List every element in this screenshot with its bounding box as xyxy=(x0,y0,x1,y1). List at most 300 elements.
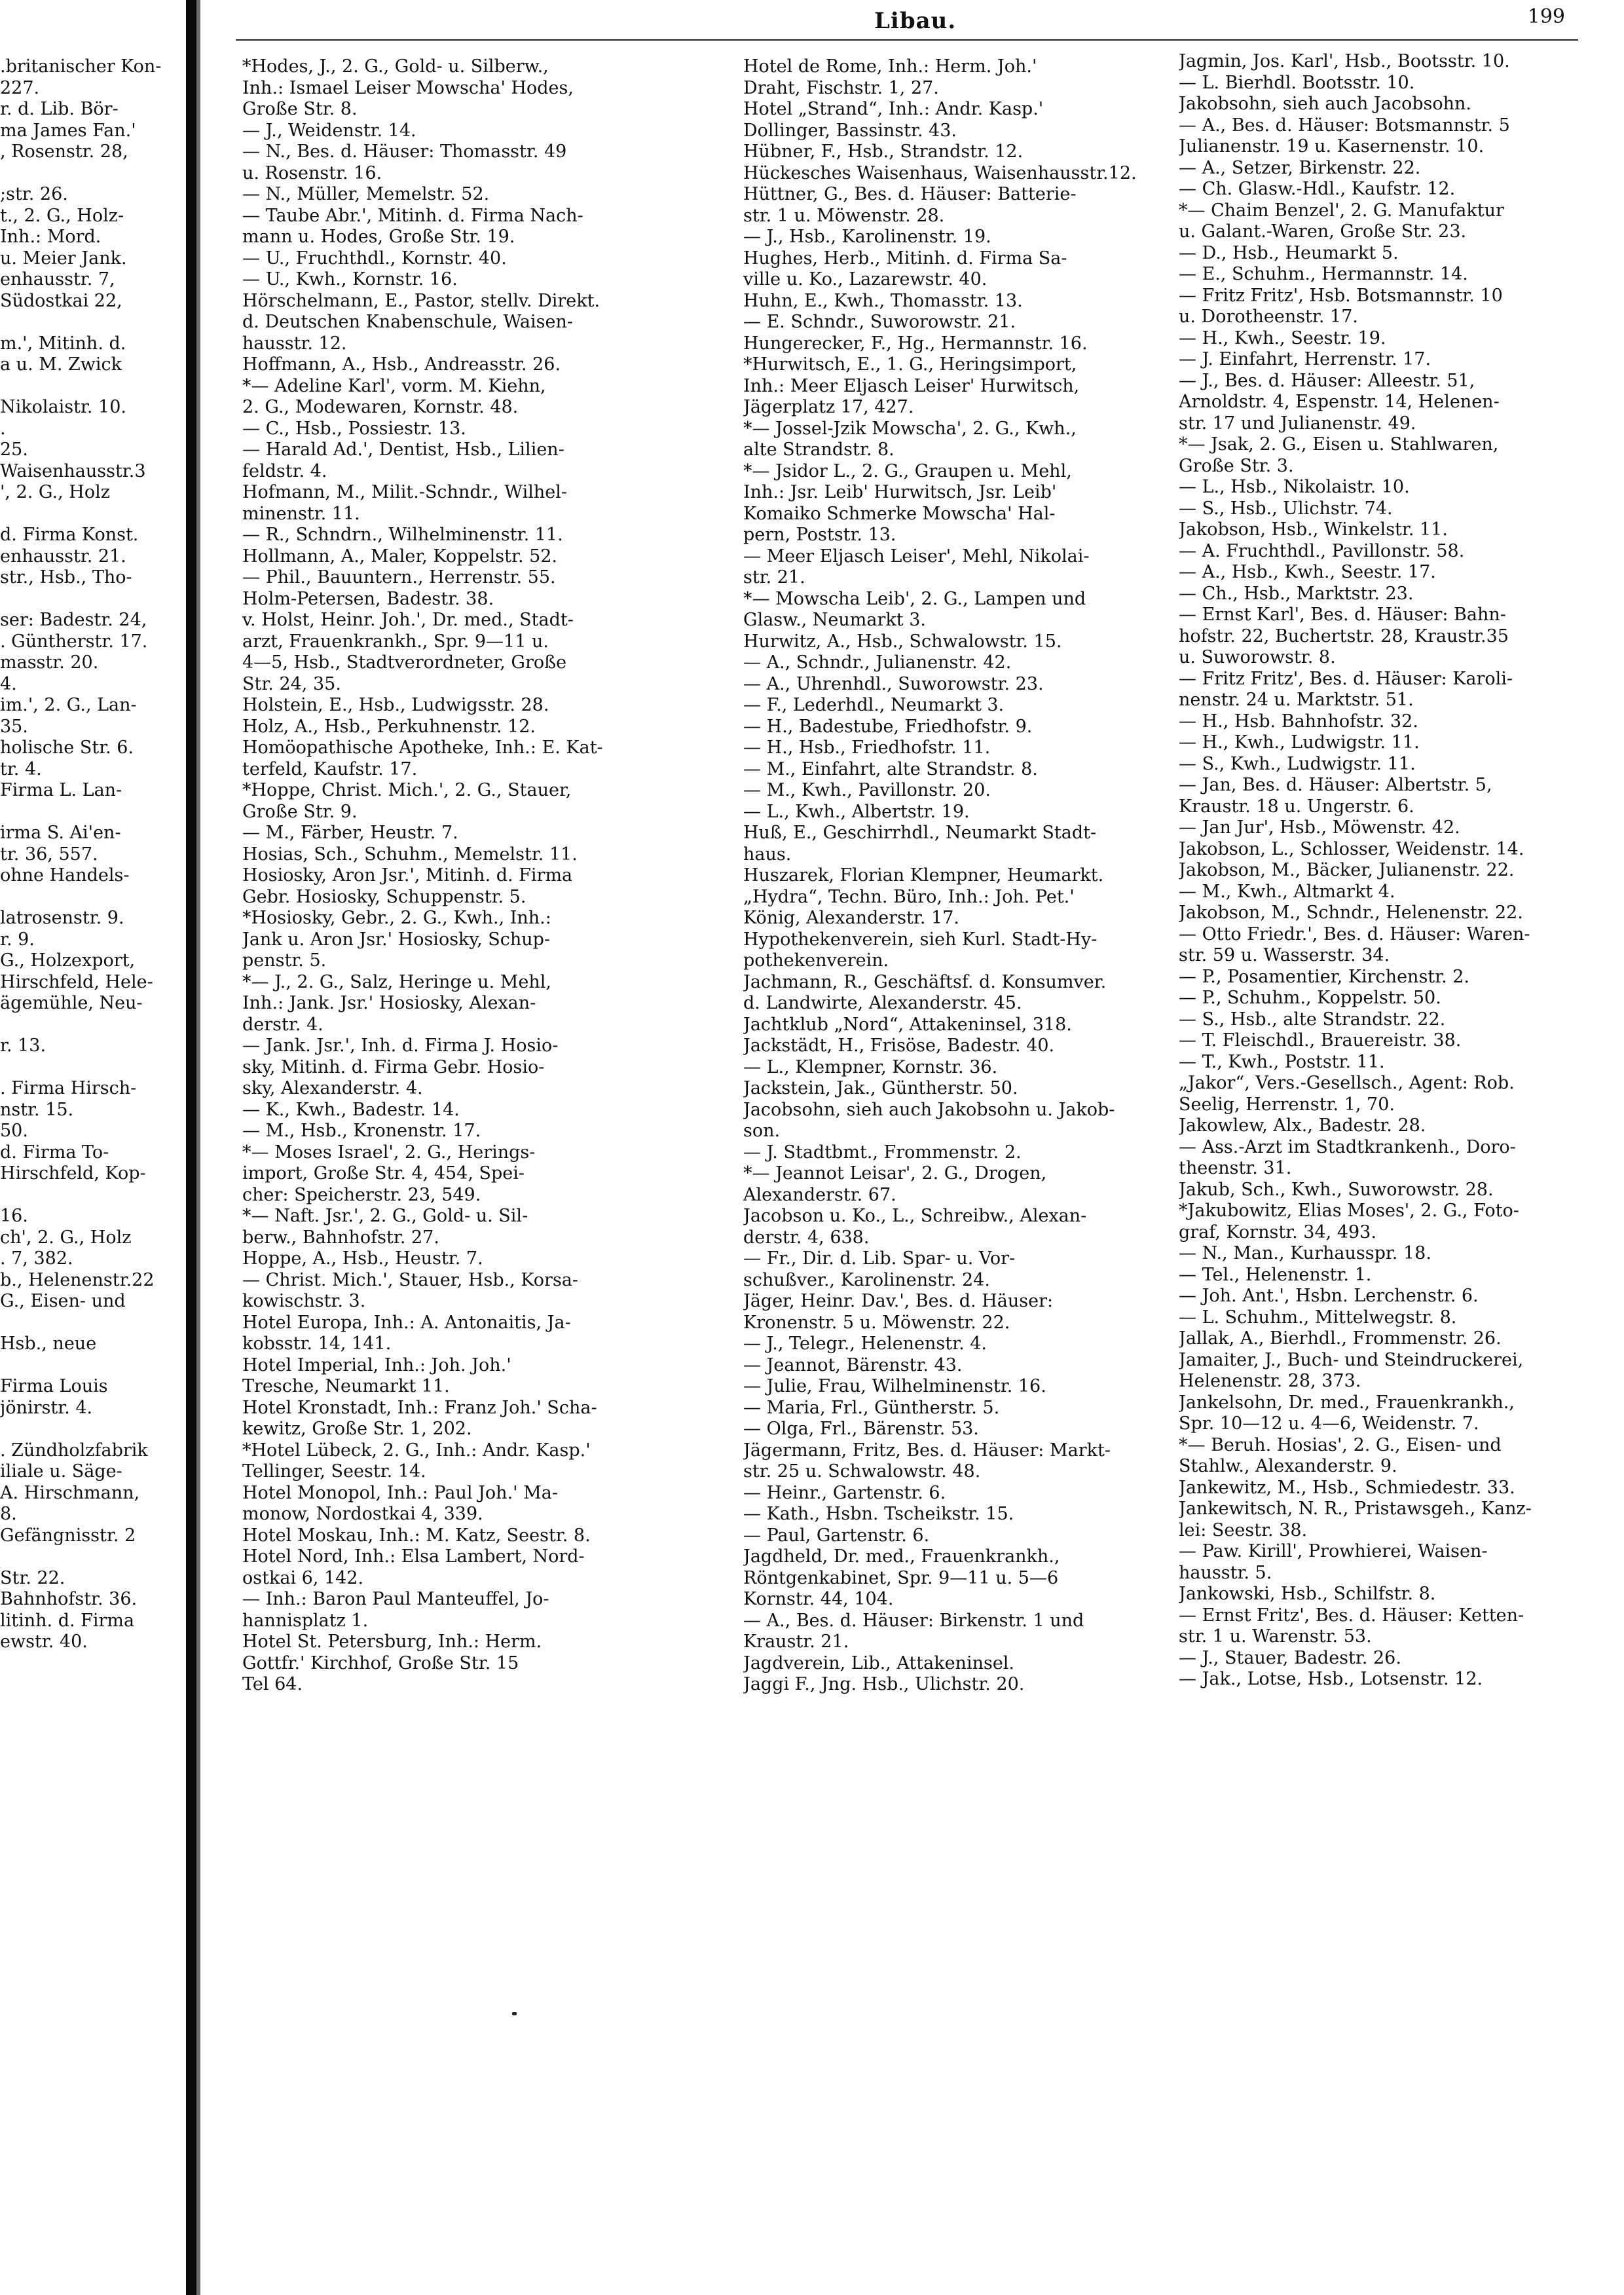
directory-entry-line: — Harald Ad.', Dentist, Hsb., Lilien- xyxy=(242,439,564,460)
directory-entry-line: 16. xyxy=(0,1206,28,1226)
directory-entry-line: — E., Schuhm., Hermannstr. 14. xyxy=(1179,264,1468,284)
directory-entry-line: Jakobson, L., Schlosser, Weidenstr. 14. xyxy=(1179,838,1524,859)
directory-entry-line: Gefängnisstr. 2 xyxy=(0,1525,136,1546)
directory-entry-line: ma James Fan.' xyxy=(0,120,136,141)
directory-entry-line: Jägermann, Fritz, Bes. d. Häuser: Markt- xyxy=(743,1440,1111,1461)
directory-entry-line: iliale u. Säge- xyxy=(0,1461,122,1482)
directory-entry-line: Huß, E., Geschirrhdl., Neumarkt Stadt- xyxy=(743,823,1097,843)
directory-entry-line: Waisenhausstr.3 xyxy=(0,460,146,481)
directory-entry-line xyxy=(0,312,185,333)
directory-entry-line: — Jan Jur', Hsb., Möwenstr. 42. xyxy=(1179,817,1460,838)
directory-entry-line: Str. 22. xyxy=(0,1567,65,1588)
directory-entry-line: str. 1 u. Warenstr. 53. xyxy=(1179,1626,1372,1647)
directory-entry-line: cher: Speicherstr. 23, 549. xyxy=(242,1184,481,1205)
directory-entry-line: — Tel., Helenenstr. 1. xyxy=(1179,1264,1372,1285)
directory-entry-line: Helenenstr. 28, 373. xyxy=(1179,1371,1361,1391)
directory-entry-line: a u. M. Zwick xyxy=(0,354,122,375)
directory-entry-line xyxy=(0,887,185,908)
directory-entry-line: . 7, 382. xyxy=(0,1248,73,1269)
directory-entry-line: derstr. 4, 638. xyxy=(743,1227,870,1248)
directory-entry-line: str., Hsb., Tho- xyxy=(0,567,132,588)
directory-entry-line: pern, Poststr. 13. xyxy=(743,525,896,545)
directory-entry-line: — J., Stauer, Badestr. 26. xyxy=(1179,1647,1401,1668)
directory-entry-line: Hirschfeld, Hele- xyxy=(0,971,153,992)
directory-entry-line: sky, Mitinh. d. Firma Gebr. Hosio- xyxy=(242,1056,545,1077)
directory-entry-line: Hirschfeld, Kop- xyxy=(0,1163,146,1184)
directory-entry-line: v. Holst, Heinr. Joh.', Dr. med., Stadt- xyxy=(242,610,574,630)
directory-entry-line: — Fritz Fritz', Hsb. Botsmannstr. 10 xyxy=(1179,285,1503,306)
directory-entry-line: ser: Badestr. 24, xyxy=(0,610,147,630)
directory-entry-line: b., Helenenstr.22 xyxy=(0,1269,155,1290)
directory-entry-line: G., Eisen- und xyxy=(0,1291,126,1311)
directory-entry-line: — P., Schuhm., Koppelstr. 50. xyxy=(1179,988,1441,1008)
directory-entry-line: Inh.: Meer Eljasch Leiser' Hurwitsch, xyxy=(743,375,1080,396)
directory-entry-line: holische Str. 6. xyxy=(0,737,134,758)
directory-entry-line: 8. xyxy=(0,1504,17,1524)
directory-entry-line: — A. Fruchthdl., Pavillonstr. 58. xyxy=(1179,540,1465,561)
directory-entry-line: Jankewitsch, N. R., Pristawsgeh., Kanz- xyxy=(1179,1499,1532,1519)
directory-entry-line: — Paw. Kirill', Prowhierei, Waisen- xyxy=(1179,1541,1488,1561)
directory-entry-line: Glasw., Neumarkt 3. xyxy=(743,610,926,630)
directory-entry-line: *— Jossel-Jzik Mowscha', 2. G., Kwh., xyxy=(743,418,1077,439)
directory-entry-line: — A., Hsb., Kwh., Seestr. 17. xyxy=(1179,562,1436,582)
directory-entry-line: 227. xyxy=(0,77,40,98)
directory-entry-line: jönirstr. 4. xyxy=(0,1397,93,1418)
directory-entry-line: — J. Einfahrt, Herrenstr. 17. xyxy=(1179,349,1431,369)
directory-entry-line: — Fr., Dir. d. Lib. Spar- u. Vor- xyxy=(743,1248,1016,1269)
directory-entry-line: Kraustr. 18 u. Ungerstr. 6. xyxy=(1179,796,1414,817)
directory-entry-line: *— Chaim Benzel', 2. G. Manufaktur xyxy=(1179,200,1504,221)
directory-entry-line: ohne Handels- xyxy=(0,865,130,886)
directory-entry-line: Hückesches Waisenhaus, Waisenhausstr.12. xyxy=(743,162,1137,183)
directory-entry-line: Inh.: Jank. Jsr.' Hosiosky, Alexan- xyxy=(242,993,536,1013)
directory-entry-line: — J., Telegr., Helenenstr. 4. xyxy=(743,1334,987,1354)
directory-entry-line: — C., Hsb., Possiestr. 13. xyxy=(242,418,466,439)
directory-entry-line: Jackstädt, H., Frisöse, Badestr. 40. xyxy=(743,1036,1055,1056)
directory-entry-line: penstr. 5. xyxy=(242,950,327,971)
directory-entry-line: Hotel Moskau, Inh.: M. Katz, Seestr. 8. xyxy=(242,1525,591,1546)
directory-entry-line: Hollmann, A., Maler, Koppelstr. 52. xyxy=(242,546,558,567)
directory-entry-line: litinh. d. Firma xyxy=(0,1610,135,1631)
directory-entry-line: tr. 4. xyxy=(0,758,42,779)
directory-entry-line: Kornstr. 44, 104. xyxy=(743,1589,894,1609)
directory-entry-line: Tresche, Neumarkt 11. xyxy=(242,1376,450,1396)
directory-entry-line: Jakowlew, Alx., Badestr. 28. xyxy=(1179,1115,1426,1136)
directory-entry-line: import, Große Str. 4, 454, Spei- xyxy=(242,1163,525,1184)
directory-entry-line xyxy=(0,1313,185,1334)
directory-entry-line: Hosiosky, Aron Jsr.', Mitinh. d. Firma xyxy=(242,865,573,886)
directory-entry-line: Hotel „Strand“, Inh.: Andr. Kasp.' xyxy=(743,99,1044,119)
directory-entry-line: . Firma Hirsch- xyxy=(0,1078,137,1098)
directory-column-1 xyxy=(242,56,701,1696)
directory-entry-line: Südostkai 22, xyxy=(0,290,122,311)
directory-entry-line: — M., Kwh., Pavillonstr. 20. xyxy=(743,780,991,800)
directory-entry-line: Jank u. Aron Jsr.' Hosiosky, Schup- xyxy=(242,929,551,950)
directory-entry-line: Homöopathische Apotheke, Inh.: E. Kat- xyxy=(242,737,603,758)
directory-entry-line: d. Firma To- xyxy=(0,1142,109,1163)
directory-entry-line: — L., Hsb., Nikolaistr. 10. xyxy=(1179,477,1410,497)
directory-entry-line: Jankewitz, M., Hsb., Schmiedestr. 33. xyxy=(1179,1477,1515,1498)
directory-entry-line xyxy=(0,1185,185,1206)
directory-entry-line: u. Meier Jank. xyxy=(0,248,127,269)
directory-entry-line: kowischstr. 3. xyxy=(242,1291,366,1311)
directory-entry-line: — H., Kwh., Seestr. 19. xyxy=(1179,327,1386,348)
directory-entry-line: str. 1 u. Möwenstr. 28. xyxy=(743,205,945,226)
directory-entry-line: — M., Kwh., Altmarkt 4. xyxy=(1179,881,1395,902)
directory-entry-line: Hotel Monopol, Inh.: Paul Joh.' Ma- xyxy=(242,1482,559,1503)
directory-entry-line: enhausstr. 7, xyxy=(0,269,115,289)
directory-entry-line: Röntgenkabinet, Spr. 9—11 u. 5—6 xyxy=(743,1567,1059,1588)
directory-entry-line: — Jeannot, Bärenstr. 43. xyxy=(743,1354,963,1375)
directory-entry-line: str. 17 und Julianenstr. 49. xyxy=(1179,413,1416,434)
directory-entry-line: „Jakor“, Vers.-Gesellsch., Agent: Rob. xyxy=(1179,1073,1515,1093)
directory-entry-line: Jacobson u. Ko., L., Schreibw., Alexan- xyxy=(743,1206,1087,1226)
directory-entry-line: — Maria, Frl., Güntherstr. 5. xyxy=(743,1397,1000,1418)
directory-entry-line xyxy=(0,1355,185,1377)
directory-entry-line: Hungerecker, F., Hg., Hermannstr. 16. xyxy=(743,333,1088,354)
directory-entry-line: Holm-Petersen, Badestr. 38. xyxy=(242,588,494,609)
directory-entry-line: — A., Setzer, Birkenstr. 22. xyxy=(1179,157,1421,178)
directory-entry-line: Hosias, Sch., Schuhm., Memelstr. 11. xyxy=(242,844,578,865)
directory-entry-line: Große Str. 8. xyxy=(242,99,358,119)
directory-entry-line: Holz, A., Hsb., Perkuhnenstr. 12. xyxy=(242,716,536,737)
directory-entry-line: monow, Nordostkai 4, 339. xyxy=(242,1504,483,1524)
directory-entry-line: derstr. 4. xyxy=(242,1014,323,1035)
directory-entry-line: sky, Alexanderstr. 4. xyxy=(242,1078,423,1098)
directory-entry-line: im.', 2. G., Lan- xyxy=(0,695,137,715)
directory-entry-line xyxy=(0,504,185,525)
directory-entry-line: — Ernst Karl', Bes. d. Häuser: Bahn- xyxy=(1179,605,1506,625)
directory-entry-line: — Jak., Lotse, Hsb., Lotsenstr. 12. xyxy=(1179,1669,1483,1689)
directory-entry-line: , Rosenstr. 28, xyxy=(0,141,128,162)
directory-entry-line: Gottfr.' Kirchhof, Große Str. 15 xyxy=(242,1652,519,1673)
page-number: 199 xyxy=(1527,5,1565,28)
directory-entry-line: Große Str. 9. xyxy=(242,801,358,822)
directory-entry-line: *— Adeline Karl', vorm. M. Kiehn, xyxy=(242,375,546,396)
directory-entry-line: graf, Kornstr. 34, 493. xyxy=(1179,1222,1376,1242)
directory-entry-line: r. 9. xyxy=(0,929,35,950)
directory-entry-line xyxy=(0,1419,185,1440)
directory-entry-line: A. Hirschmann, xyxy=(0,1482,140,1503)
directory-entry-line: *Hoppe, Christ. Mich.', 2. G., Stauer, xyxy=(242,780,572,800)
directory-entry-line: 25. xyxy=(0,439,28,460)
directory-entry-line: d. Firma Konst. xyxy=(0,525,139,545)
directory-entry-line: masstr. 20. xyxy=(0,652,99,673)
directory-entry-line: alte Strandstr. 8. xyxy=(743,439,895,460)
directory-entry-line: *Hotel Lübeck, 2. G., Inh.: Andr. Kasp.' xyxy=(242,1440,591,1461)
directory-entry-line xyxy=(0,1057,185,1079)
directory-entry-line: — Meer Eljasch Leiser', Mehl, Nikolai- xyxy=(743,546,1090,567)
directory-entry-line: Jagdheld, Dr. med., Frauenkrankh., xyxy=(743,1546,1060,1567)
directory-entry-line: d. Deutschen Knabenschule, Waisen- xyxy=(242,312,573,332)
directory-entry-line: ;str. 26. xyxy=(0,184,68,204)
directory-entry-line: Seelig, Herrenstr. 1, 70. xyxy=(1179,1094,1395,1115)
directory-entry-line: Nikolaistr. 10. xyxy=(0,397,126,417)
directory-entry-line: Huszarek, Florian Klempner, Heumarkt. xyxy=(743,865,1104,886)
print-speck xyxy=(512,2012,517,2015)
directory-entry-line: — M., Einfahrt, alte Strandstr. 8. xyxy=(743,758,1038,779)
directory-entry-line: Hughes, Herb., Mitinh. d. Firma Sa- xyxy=(743,248,1067,269)
directory-entry-line: — H., Kwh., Ludwigstr. 11. xyxy=(1179,732,1420,753)
directory-entry-line: schußver., Karolinenstr. 24. xyxy=(743,1269,990,1290)
directory-entry-line: — U., Fruchthdl., Kornstr. 40. xyxy=(242,248,507,269)
directory-entry-line: — H., Badestube, Friedhofstr. 9. xyxy=(743,716,1033,737)
directory-entry-line xyxy=(0,376,185,398)
directory-entry-line: u. Suworowstr. 8. xyxy=(1179,647,1336,667)
directory-entry-line: — N., Müller, Memelstr. 52. xyxy=(242,184,490,204)
directory-entry-line: — M., Hsb., Kronenstr. 17. xyxy=(242,1121,481,1141)
directory-entry-line: Tel 64. xyxy=(242,1674,303,1694)
directory-entry-line: nstr. 15. xyxy=(0,1099,74,1120)
directory-entry-line: Jaggi F., Jng. Hsb., Ulichstr. 20. xyxy=(743,1674,1025,1694)
directory-entry-line: Str. 24, 35. xyxy=(242,673,341,694)
directory-entry-line: — H., Hsb., Friedhofstr. 11. xyxy=(743,737,991,758)
directory-entry-line: Draht, Fischstr. 1, 27. xyxy=(743,77,939,98)
directory-entry-line: Jankowski, Hsb., Schilfstr. 8. xyxy=(1179,1584,1436,1604)
directory-entry-line: — A., Schndr., Julianenstr. 42. xyxy=(743,652,1012,673)
directory-entry-line: — Jank. Jsr.', Inh. d. Firma J. Hosio- xyxy=(242,1036,559,1056)
directory-entry-line: *— Jsidor L., 2. G., Graupen u. Mehl, xyxy=(743,460,1072,481)
directory-entry-line: — S., Hsb., alte Strandstr. 22. xyxy=(1179,1009,1446,1030)
directory-entry-line: — P., Posamentier, Kirchenstr. 2. xyxy=(1179,966,1470,987)
directory-entry-line: — U., Kwh., Kornstr. 16. xyxy=(242,269,458,289)
directory-entry-line: — N., Man., Kurhausspr. 18. xyxy=(1179,1243,1431,1263)
directory-entry-line: „Hydra“, Techn. Büro, Inh.: Joh. Pet.' xyxy=(743,886,1075,907)
directory-entry-line: — Paul, Gartenstr. 6. xyxy=(743,1525,930,1546)
directory-entry-line: lei: Seestr. 38. xyxy=(1179,1520,1308,1540)
directory-entry-line: Alexanderstr. 67. xyxy=(743,1184,896,1205)
directory-entry-line: u. Rosenstr. 16. xyxy=(242,162,382,183)
directory-entry-line: — L. Schuhm., Mittelwegstr. 8. xyxy=(1179,1307,1457,1328)
directory-entry-line: — M., Färber, Heustr. 7. xyxy=(242,823,458,843)
directory-entry-line: Kronenstr. 5 u. Möwenstr. 22. xyxy=(743,1312,1010,1333)
directory-entry-line: *— Moses Israel', 2. G., Herings- xyxy=(242,1142,536,1163)
book-binding-shadow xyxy=(186,0,196,2295)
directory-entry-line: hausstr. 12. xyxy=(242,333,347,354)
directory-entry-line: — Joh. Ant.', Hsbn. Lerchenstr. 6. xyxy=(1179,1286,1479,1306)
header-divider xyxy=(236,39,1578,41)
directory-entry-line: — Ass.-Arzt im Stadtkrankenh., Doro- xyxy=(1179,1136,1516,1157)
directory-entry-line: — Fritz Fritz', Bes. d. Häuser: Karoli- xyxy=(1179,668,1513,689)
directory-entry-line: terfeld, Kaufstr. 17. xyxy=(242,758,418,779)
directory-entry-line: kewitz, Große Str. 1, 202. xyxy=(242,1419,472,1439)
directory-entry-line: Jackstein, Jak., Güntherstr. 50. xyxy=(743,1078,1018,1098)
directory-entry-line xyxy=(0,1546,185,1568)
directory-entry-line: arzt, Frauenkrankh., Spr. 9—11 u. xyxy=(242,631,549,652)
directory-entry-line: Jacobsohn, sieh auch Jakobsohn u. Jakob- xyxy=(743,1099,1115,1120)
directory-entry-line: ägemühle, Neu- xyxy=(0,993,143,1013)
directory-entry-line: — N., Bes. d. Häuser: Thomasstr. 49 xyxy=(242,141,567,162)
directory-entry-line: nenstr. 24 u. Marktstr. 51. xyxy=(1179,690,1414,710)
directory-entry-line: Jakobsohn, sieh auch Jacobsohn. xyxy=(1179,94,1471,114)
directory-entry-line: berw., Bahnhofstr. 27. xyxy=(242,1227,439,1248)
directory-column-3 xyxy=(1179,51,1572,1690)
directory-entry-line: hausstr. 5. xyxy=(1179,1562,1272,1583)
directory-entry-line: ostkai 6, 142. xyxy=(242,1567,364,1588)
directory-entry-line: Jakobson, M., Bäcker, Julianenstr. 22. xyxy=(1179,860,1515,880)
directory-entry-line: Spr. 10—12 u. 4—6, Weidenstr. 7. xyxy=(1179,1413,1479,1434)
directory-entry-line: — H., Hsb. Bahnhofstr. 32. xyxy=(1179,711,1418,732)
directory-entry-line: str. 59 u. Wasserstr. 34. xyxy=(1179,945,1390,965)
directory-entry-line: Jamaiter, J., Buch- und Steindruckerei, xyxy=(1179,1349,1524,1370)
directory-entry-line: Jägerplatz 17, 427. xyxy=(743,397,914,417)
directory-entry-line: — Jan, Bes. d. Häuser: Albertstr. 5, xyxy=(1179,775,1492,795)
directory-entry-line: — Phil., Bauuntern., Herrenstr. 55. xyxy=(242,567,556,588)
directory-entry-line: Hotel Nord, Inh.: Elsa Lambert, Nord- xyxy=(242,1546,585,1567)
left-fragment-column xyxy=(0,56,185,1653)
directory-entry-line: Hörschelmann, E., Pastor, stellv. Direkt. xyxy=(242,290,600,311)
directory-entry-line: Hypothekenverein, sieh Kurl. Stadt-Hy- xyxy=(743,929,1098,950)
directory-entry-line xyxy=(0,163,185,185)
directory-entry-line: hofstr. 22, Buchertstr. 28, Kraustr.35 xyxy=(1179,625,1509,646)
directory-entry-line: 4. xyxy=(0,673,17,694)
directory-entry-line: — F., Lederhdl., Neumarkt 3. xyxy=(743,695,1005,715)
directory-entry-line: ch', 2. G., Holz xyxy=(0,1227,132,1248)
directory-entry-line: Inh.: Mord. xyxy=(0,227,101,247)
directory-entry-line: ', 2. G., Holz xyxy=(0,482,110,502)
directory-entry-line: kobsstr. 14, 141. xyxy=(242,1334,392,1354)
directory-entry-line: irma S. Ai'en- xyxy=(0,823,121,843)
directory-entry-line: . xyxy=(0,418,6,439)
book-binding-edge xyxy=(196,0,200,2295)
directory-entry-line: Gebr. Hosiosky, Schuppenstr. 5. xyxy=(242,886,526,907)
directory-entry-line: Hübner, F., Hsb., Strandstr. 12. xyxy=(743,141,1024,162)
directory-entry-line: Hotel St. Petersburg, Inh.: Herm. xyxy=(242,1632,542,1652)
directory-entry-line: — J., Weidenstr. 14. xyxy=(242,120,416,141)
directory-entry-line: — J., Bes. d. Häuser: Alleestr. 51, xyxy=(1179,370,1475,391)
directory-entry-line: Jakub, Sch., Kwh., Suworowstr. 28. xyxy=(1179,1179,1494,1200)
directory-entry-line: — Ch., Hsb., Marktstr. 23. xyxy=(1179,583,1414,604)
directory-entry-line: pothekenverein. xyxy=(743,950,889,971)
directory-entry-line: — Inh.: Baron Paul Manteuffel, Jo- xyxy=(242,1589,549,1609)
directory-entry-line: Hotel Imperial, Inh.: Joh. Joh.' xyxy=(242,1354,511,1375)
directory-entry-line: — D., Hsb., Heumarkt 5. xyxy=(1179,242,1399,263)
directory-entry-line: König, Alexanderstr. 17. xyxy=(743,908,959,928)
directory-entry-line: . Zündholzfabrik xyxy=(0,1440,148,1461)
directory-entry-line: Jakobson, Hsb., Winkelstr. 11. xyxy=(1179,519,1448,540)
directory-entry-line: — R., Schndrn., Wilhelminenstr. 11. xyxy=(242,525,563,545)
directory-entry-line: m.', Mitinh. d. xyxy=(0,333,126,354)
directory-entry-line: 4—5, Hsb., Stadtverordneter, Große xyxy=(242,652,567,673)
directory-entry-line: Hofmann, M., Milit.-Schndr., Wilhel- xyxy=(242,482,567,502)
directory-entry-line: feldstr. 4. xyxy=(242,460,327,481)
directory-entry-line: — S., Hsb., Ulichstr. 74. xyxy=(1179,498,1393,519)
directory-entry-line xyxy=(0,1015,185,1036)
directory-entry-line: Komaiko Schmerke Mowscha' Hal- xyxy=(743,503,1056,524)
directory-entry-line: Jakobson, M., Schndr., Helenenstr. 22. xyxy=(1179,903,1523,923)
directory-entry-line: — Julie, Frau, Wilhelminenstr. 16. xyxy=(743,1376,1046,1396)
directory-entry-line: Hsb., neue xyxy=(0,1334,97,1354)
directory-entry-line: Dollinger, Bassinstr. 43. xyxy=(743,120,957,141)
directory-entry-line: *— J., 2. G., Salz, Heringe u. Mehl, xyxy=(242,971,551,992)
directory-entry-line: Jallak, A., Bierhdl., Frommenstr. 26. xyxy=(1179,1328,1502,1349)
directory-entry-line: latrosenstr. 9. xyxy=(0,908,124,928)
directory-entry-line: Arnoldstr. 4, Espenstr. 14, Helenen- xyxy=(1179,392,1500,412)
directory-entry-line: Stahlw., Alexanderstr. 9. xyxy=(1179,1456,1397,1476)
directory-entry-line: — E. Schndr., Suworowstr. 21. xyxy=(743,312,1016,332)
directory-entry-line: — Christ. Mich.', Stauer, Hsb., Korsa- xyxy=(242,1269,579,1290)
directory-entry-line: . Güntherstr. 17. xyxy=(0,631,148,652)
directory-entry-line: Firma Louis xyxy=(0,1376,108,1396)
directory-entry-line: enhausstr. 21. xyxy=(0,546,126,567)
directory-entry-line: — K., Kwh., Badestr. 14. xyxy=(242,1099,460,1120)
directory-entry-line: t., 2. G., Holz- xyxy=(0,205,124,226)
directory-entry-line: Kraustr. 21. xyxy=(743,1632,849,1652)
directory-entry-line: — A., Bes. d. Häuser: Botsmannstr. 5 xyxy=(1179,115,1510,136)
directory-entry-line: mann u. Hodes, Große Str. 19. xyxy=(242,227,515,247)
directory-entry-line: Julianenstr. 19 u. Kasernenstr. 10. xyxy=(1179,136,1485,157)
directory-entry-line: *Jakubowitz, Elias Moses', 2. G., Foto- xyxy=(1179,1201,1519,1221)
directory-entry-line: ville u. Ko., Lazarewstr. 40. xyxy=(743,269,987,289)
directory-entry-line: Jachtklub „Nord“, Attakeninsel, 318. xyxy=(743,1014,1072,1035)
directory-entry-line: u. Dorotheenstr. 17. xyxy=(1179,307,1358,327)
directory-entry-line: Inh.: Ismael Leiser Mowscha' Hodes, xyxy=(242,77,574,98)
directory-entry-line: — Otto Friedr.', Bes. d. Häuser: Waren- xyxy=(1179,924,1530,944)
directory-entry-line: Große Str. 3. xyxy=(1179,455,1294,476)
directory-entry-line: minenstr. 11. xyxy=(242,503,360,524)
directory-entry-line: Inh.: Jsr. Leib' Hurwitsch, Jsr. Leib' xyxy=(743,482,1057,502)
directory-entry-line: ewstr. 40. xyxy=(0,1632,88,1652)
directory-entry-line xyxy=(0,589,185,610)
directory-entry-line: 50. xyxy=(0,1121,28,1141)
directory-entry-line: — A., Bes. d. Häuser: Birkenstr. 1 und xyxy=(743,1610,1084,1631)
directory-entry-line: Hotel Europa, Inh.: A. Antonaitis, Ja- xyxy=(242,1312,571,1333)
directory-entry-line: Jagmin, Jos. Karl', Hsb., Bootsstr. 10. xyxy=(1179,51,1510,71)
directory-entry-line: Hotel Kronstadt, Inh.: Franz Joh.' Scha- xyxy=(242,1397,597,1418)
directory-entry-line: son. xyxy=(743,1121,781,1141)
directory-entry-line: — Heinr., Gartenstr. 6. xyxy=(743,1482,946,1503)
directory-entry-line: Huhn, E., Kwh., Thomasstr. 13. xyxy=(743,290,1023,311)
directory-entry-line: Hoffmann, A., Hsb., Andreasstr. 26. xyxy=(242,354,561,375)
directory-entry-line: *— Jeannot Leisar', 2. G., Drogen, xyxy=(743,1163,1047,1184)
directory-entry-line: Bahnhofstr. 36. xyxy=(0,1589,138,1609)
directory-entry-line: *Hodes, J., 2. G., Gold- u. Silberw., xyxy=(242,56,549,77)
directory-entry-line: 35. xyxy=(0,716,28,737)
directory-entry-line: *— Beruh. Hosias', 2. G., Eisen- und xyxy=(1179,1434,1502,1455)
directory-entry-line: *— Jsak, 2. G., Eisen u. Stahlwaren, xyxy=(1179,434,1499,455)
directory-entry-line: *— Mowscha Leib', 2. G., Lampen und xyxy=(743,588,1086,609)
directory-entry-line: — J. Stadtbmt., Frommenstr. 2. xyxy=(743,1142,1022,1163)
directory-entry-line: — Taube Abr.', Mitinh. d. Firma Nach- xyxy=(242,205,583,226)
directory-column-2 xyxy=(743,56,1172,1696)
directory-entry-line: r. 13. xyxy=(0,1036,46,1056)
directory-entry-line: .britanischer Kon- xyxy=(0,56,162,77)
directory-entry-line: str. 25 u. Schwalowstr. 48. xyxy=(743,1461,981,1482)
directory-entry-line: — T., Kwh., Poststr. 11. xyxy=(1179,1051,1385,1072)
directory-entry-line: — Ch. Glasw.-Hdl., Kaufstr. 12. xyxy=(1179,179,1456,199)
directory-entry-line: *— Naft. Jsr.', 2. G., Gold- u. Sil- xyxy=(242,1206,528,1226)
directory-entry-line: Jankelsohn, Dr. med., Frauenkrankh., xyxy=(1179,1392,1515,1413)
directory-entry-line: — L., Klempner, Kornstr. 36. xyxy=(743,1056,998,1077)
directory-entry-line: Firma L. Lan- xyxy=(0,780,122,800)
directory-entry-line: *Hurwitsch, E., 1. G., Heringsimport, xyxy=(743,354,1077,375)
directory-entry-line: Holstein, E., Hsb., Ludwigsstr. 28. xyxy=(242,695,549,715)
directory-entry-line: str. 21. xyxy=(743,567,805,588)
directory-entry-line: d. Landwirte, Alexanderstr. 45. xyxy=(743,993,1022,1013)
directory-entry-line: tr. 36, 557. xyxy=(0,844,98,865)
directory-entry-line: Hüttner, G., Bes. d. Häuser: Batterie- xyxy=(743,184,1077,204)
directory-entry-line: G., Holzexport, xyxy=(0,950,136,971)
directory-entry-line: Tellinger, Seestr. 14. xyxy=(242,1461,426,1482)
directory-entry-line: — L., Kwh., Albertstr. 19. xyxy=(743,801,970,822)
directory-entry-line: u. Galant.-Waren, Große Str. 23. xyxy=(1179,221,1467,242)
directory-entry-line: — J., Hsb., Karolinenstr. 19. xyxy=(743,227,991,247)
directory-entry-line: r. d. Lib. Bör- xyxy=(0,99,119,119)
directory-entry-line: *Hosiosky, Gebr., 2. G., Kwh., Inh.: xyxy=(242,908,551,928)
directory-entry-line: Jäger, Heinr. Dav.', Bes. d. Häuser: xyxy=(743,1291,1054,1311)
directory-entry-line: haus. xyxy=(743,844,792,865)
directory-entry-line: — A., Uhrenhdl., Suworowstr. 23. xyxy=(743,673,1044,694)
